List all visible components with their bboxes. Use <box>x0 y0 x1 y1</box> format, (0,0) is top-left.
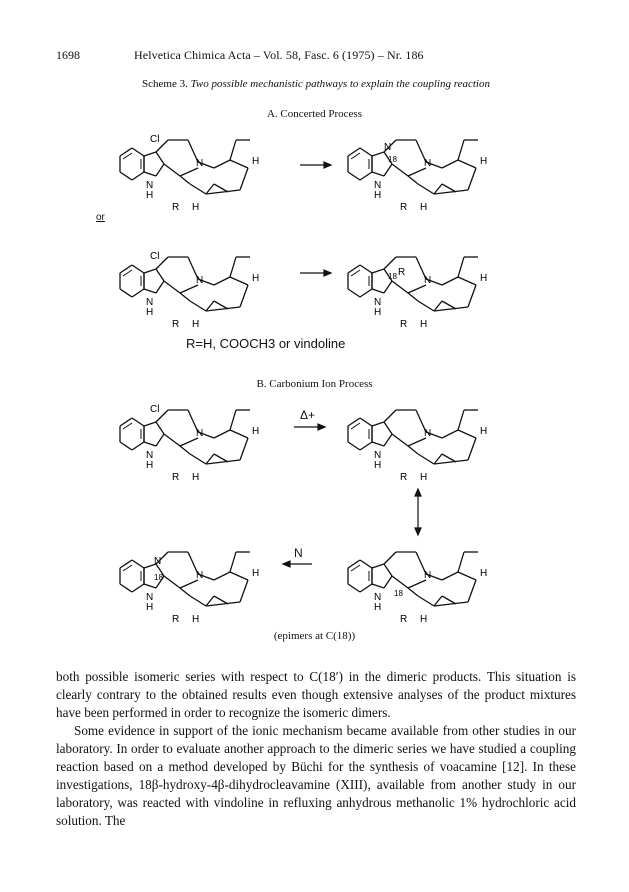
c18-label: 18 <box>388 272 397 281</box>
hydrogen-label: H <box>420 202 428 213</box>
indole-hydrogen-label: H <box>146 190 154 201</box>
c18-label: 18 <box>388 155 397 164</box>
nitrogen-label: N <box>196 158 204 169</box>
indole-nitrogen-label: N <box>374 450 382 461</box>
nitrogen-label: N <box>196 570 204 581</box>
r-group-label: R <box>400 472 408 483</box>
indole-nitrogen-label: N <box>146 592 154 603</box>
hydrogen-label: H <box>480 273 488 284</box>
indole-nitrogen-label: N <box>146 297 154 308</box>
hydrogen-label: H <box>420 614 428 625</box>
indole-hydrogen-label: H <box>374 307 382 318</box>
c18-label: 18 <box>154 573 163 582</box>
hydrogen-label: H <box>192 202 200 213</box>
r-group-definition: R=H, COOCH3 or vindoline <box>186 336 346 351</box>
chlorine-label: Cl <box>150 404 160 415</box>
arrow-label-acid: Δ+ <box>300 408 316 422</box>
hydrogen-label: H <box>480 426 488 437</box>
indole-nitrogen-label: N <box>374 180 382 191</box>
indole-nitrogen-label: N <box>146 180 154 191</box>
indole-hydrogen-label: H <box>374 460 382 471</box>
r-group-label: R <box>172 319 180 330</box>
indole-hydrogen-label: H <box>146 602 154 613</box>
hydrogen-label: H <box>420 472 428 483</box>
section-a-heading: A. Concerted Process <box>266 108 362 120</box>
nitrogen-label: N <box>196 428 204 439</box>
arrow-label-nucleophile: N <box>294 546 303 560</box>
chlorine-label: Cl <box>150 134 160 145</box>
nitrogen-label: N <box>424 570 432 581</box>
hydrogen-label: H <box>252 156 260 167</box>
nucleophile-n-label: N <box>384 142 392 153</box>
hydrogen-label: H <box>252 273 260 284</box>
r-group-label: R <box>400 614 408 625</box>
nucleophile-n-label: N <box>154 556 162 567</box>
r-group-label: R <box>400 319 408 330</box>
indole-nitrogen-label: N <box>374 592 382 603</box>
nitrogen-label: N <box>424 275 432 286</box>
r-group-label: R <box>398 267 406 278</box>
hydrogen-label: H <box>192 472 200 483</box>
page-number: 1698 <box>56 48 80 62</box>
indole-hydrogen-label: H <box>146 307 154 318</box>
indole-hydrogen-label: H <box>374 190 382 201</box>
scheme-title: Two possible mechanistic pathways to explain the coupling reaction <box>190 78 490 90</box>
paragraph-1: both possible isomeric series with respect to C(18′) in the dimeric products. This situation is clearly contrary to the obtained results even though extensive analyses of the product mixtures have been performed in order to recognize the isomeric dimers. <box>56 669 576 720</box>
indole-nitrogen-label: N <box>146 450 154 461</box>
scheme-label: Scheme 3. <box>142 78 188 90</box>
indole-hydrogen-label: H <box>146 460 154 471</box>
journal-citation: Helvetica Chimica Acta – Vol. 58, Fasc. 6 (1975) – Nr. 186 <box>134 48 424 62</box>
nitrogen-label: N <box>424 428 432 439</box>
section-b-heading: B. Carbonium Ion Process <box>256 378 373 390</box>
or-label: or <box>96 212 105 223</box>
r-group-label: R <box>400 202 408 213</box>
c18-label: 18 <box>394 589 403 598</box>
hydrogen-label: H <box>480 568 488 579</box>
indole-nitrogen-label: N <box>374 297 382 308</box>
hydrogen-label: H <box>252 426 260 437</box>
hydrogen-label: H <box>252 568 260 579</box>
hydrogen-label: H <box>192 319 200 330</box>
nitrogen-label: N <box>196 275 204 286</box>
body-text <box>56 668 576 830</box>
hydrogen-label: H <box>480 156 488 167</box>
indole-hydrogen-label: H <box>374 602 382 613</box>
hydrogen-label: H <box>192 614 200 625</box>
epimers-note: (epimers at C(18)) <box>273 630 356 642</box>
r-group-label: R <box>172 614 180 625</box>
r-group-label: R <box>172 472 180 483</box>
paragraph-2: Some evidence in support of the ionic mechanism became available from other studies in our laboratory. In order to evaluate another approach to the dimeric series we have studied a coupling reaction based on a method developed by Büchi for the synthesis of voacamine [12]. In these investigations, 18β-hydroxy-4β-dihydrocleavamine (XIII), available from another study in our laboratory, was reacted with vindoline in refluxing anhydrous methanolic 1% hydrochloric acid solution. The <box>56 723 576 828</box>
hydrogen-label: H <box>420 319 428 330</box>
chlorine-label: Cl <box>150 251 160 262</box>
r-group-label: R <box>172 202 180 213</box>
nitrogen-label: N <box>424 158 432 169</box>
